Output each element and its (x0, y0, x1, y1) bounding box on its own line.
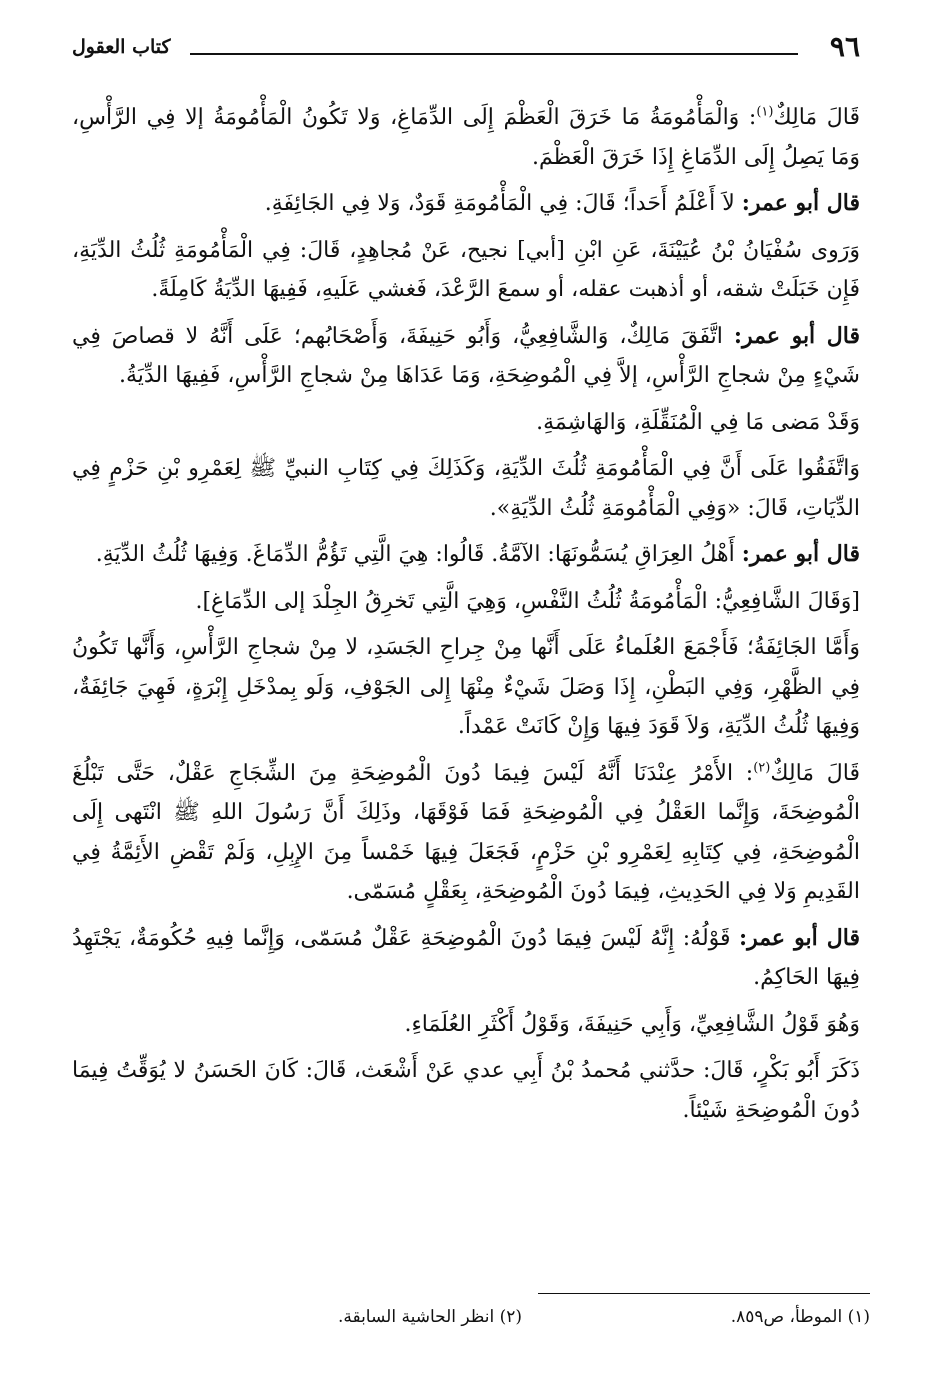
footnote-marker: (١) (756, 104, 774, 120)
paragraph (72, 98, 860, 177)
paragraph (72, 231, 860, 310)
paragraph-text: وَأَمَّا الجَائِفَةُ؛ فَأَجْمَعَ العُلَماءُ عَلَى أَنَّها مِنْ جِراحِ الجَسَدِ، لا مِنْ شجاجِ الرَّأْسِ، وَأَنَّها تَكُونُ فِي الظَّهْرِ، وَفِي البَطْنِ، إِذَا وَصَلَ شَيْءٌ مِنْهَا إِلى الجَوْفِ، وَلَو بِمدْخَلِ إِبْرَةٍ، فَهِيَ جَائِفَةٌ، وَفِيهَا ثُلُثُ الدِّيَةِ، وَلاَ قَوَدَ فِيهَا وَإِنْ كَانَتْ عَمْداً. (72, 635, 860, 739)
paragraph-text: وَاتَّفَقُوا عَلَى أَنَّ فِي الْمَأْمُومَةِ ثُلُثَ الدِّيَةِ، وَكَذَلِكَ فِي كِتَابِ النبيِّ ﷺ لِعَمْرِو بْنِ حَزْمٍ فِي الدِّيَاتِ، قَالَ: «وَفِي الْمَأْمُومَةِ ثُلُثُ الدِّيَةِ». (72, 456, 860, 521)
paragraph-text: لاَ أَعْلَمُ أَحَداً؛ قَالَ: فِي الْمَأْمُومَةِ قَوَدٌ، وَلا فِي الجَائِفَةِ. (264, 191, 735, 216)
footnote-marker: (٢) (753, 760, 771, 776)
paragraph (72, 403, 860, 443)
paragraph-text: اتَّفَقَ مَالِكٌ، وَالشَّافِعِيُّ، وَأَبُو حَنِيفَةَ، وَأَصْحَابُهم؛ عَلَى أَنَّهُ لا قصاصَ فِي شَيْءٍ مِنْ شجاجِ الرَّأْسِ، إلاَّ فِي الْمُوضِحَةِ، وَمَا عَدَاهَا مِنْ شجاجِ الرَّأْسِ، فَفِيهَا الدِّيَةُ. (72, 323, 860, 388)
running-title: كتاب العقول (72, 36, 171, 58)
paragraph (72, 582, 860, 622)
footnote-2: (٢) انظر الحاشية السابقة. (337, 1307, 522, 1327)
paragraph (72, 1051, 860, 1130)
footnote-rule (538, 1293, 870, 1294)
paragraph-text: أَهْلُ العِرَاقِ يُسَمُّونَهَا: الآمَّةُ. قَالُوا: هِيَ الَّتِي تَؤُمُّ الدِّمَاغَ. وَفِيهَا ثُلُثُ الدِّيَةِ. (95, 542, 735, 567)
main-text (72, 98, 860, 1137)
paragraph (72, 317, 860, 396)
paragraph (72, 449, 860, 528)
paragraph (72, 628, 860, 747)
paragraph-text: [وَقَالَ الشَّافِعِيُّ: الْمَأْمُومَةُ ثُلُثُ النَّفْسِ، وَهِيَ الَّتِي تَخرِقُ الجِلْدَ إلى الدِّمَاغِ]. (195, 588, 860, 614)
paragraph (72, 535, 860, 575)
paragraph (72, 754, 860, 912)
page-number: ٩٦ (829, 30, 860, 63)
paragraph-text: قَالَ مَالِكٌ$^{(٢)}$: الأَمْرُ عِنْدَنَا أَنَّهُ لَيْسَ فِيمَا دُونَ الْمُوضِحَةِ مِنَ الشِّجَاجِ عَقْلٌ، حَتَّى تَبْلُغَ الْمُوضِحَةَ، وَإِنَّما العَقْلُ فِي الْمُوضِحَةِ فَمَا فَوْقَهَا، وذَلِكَ أَنَّ رَسُولَ اللهِ ﷺ انْتَهى إِلَى الْمُوضِحَةِ، فِي كِتَابِهِ لِعَمْرِو بْنِ حَزْمٍ، فَجَعَلَ فِيهَا خَمْساً مِنَ الإِبِلِ، وَلَمْ تَقْضِ الأَئِمَّةُ فِي القَدِيمِ وَلا فِي الحَدِيثِ، فِيمَا دُونَ الْمُوضِحَةِ، بِعَقْلٍ مُسَمّى. (72, 760, 860, 904)
speaker-label: قال أبو عمر: (738, 924, 861, 951)
speaker-label: قال أبو عمر: (741, 190, 860, 216)
footnote-1: (١) الموطأ، ص٨٥٩. (730, 1307, 870, 1327)
paragraph-text: وَرَوى سُفْيَانُ بْنُ عُيَيْنَةَ، عَنِ ابْنِ [أبي] نجيح، عَنْ مُجاهِدٍ، قَالَ: فِي الْمَأْمُومَةِ ثُلُثُ الدِّيَةِ، فَإِن خَبَلَتْ شقه، أو أذهبت عقله، أو سمعَ الرَّعْدَ، فَغشي عَلَيهِ، فَفِيهَا الدِّيَةُ كَامِلَةً. (72, 237, 860, 302)
header-rule (190, 53, 798, 55)
speaker-label: قال أبو عمر: (741, 541, 860, 567)
speaker-label: قال أبو عمر: (733, 322, 861, 349)
paragraph-text: وَهُوَ قَوْلُ الشَّافِعِيِّ، وَأَبِي حَنِيفَةَ، وَقَوْلُ أَكْثَرِ العُلَمَاءِ. (404, 1011, 860, 1037)
paragraph-text: قَالَ مَالِكٌ$^{(١)}$: وَالْمَأْمُومَةُ مَا خَرَقَ الْعَظْمَ إِلَى الدِّمَاغِ، وَلا تَكُونُ الْمَأْمُومَةُ إلا فِي الرَّأْسِ، وَمَا يَصِلُ إِلَى الدِّمَاغِ إِذَا خَرَقَ الْعَظْمَ. (72, 104, 860, 170)
paragraph (72, 919, 860, 998)
paragraph-text: قَوْلُهُ: إِنَّهُ لَيْسَ فِيمَا دُونَ الْمُوضِحَةِ عَقْلٌ مُسَمّى، وَإِنَّما فِيهِ حُكُومَةٌ، يَجْتَهِدُ فِيهَا الحَاكِمُ. (72, 925, 860, 990)
page-header (72, 28, 860, 68)
paragraph (72, 1005, 860, 1045)
paragraph-text: وَقَدْ مَضى مَا فِي الْمُنَقِّلَةِ، وَالهَاشِمَةِ. (536, 409, 860, 435)
paragraph-text: ذَكَرَ أَبُو بَكْرٍ، قَالَ: حدَّثني مُحمدُ بْنُ أَبِي عدي عَنْ أَشْعَث، قَالَ: كَانَ الحَسَنُ لا يُوَقِّتُ فِيمَا دُونَ الْمُوضِحَةِ شَيْئاً. (72, 1058, 860, 1123)
paragraph (72, 184, 860, 224)
